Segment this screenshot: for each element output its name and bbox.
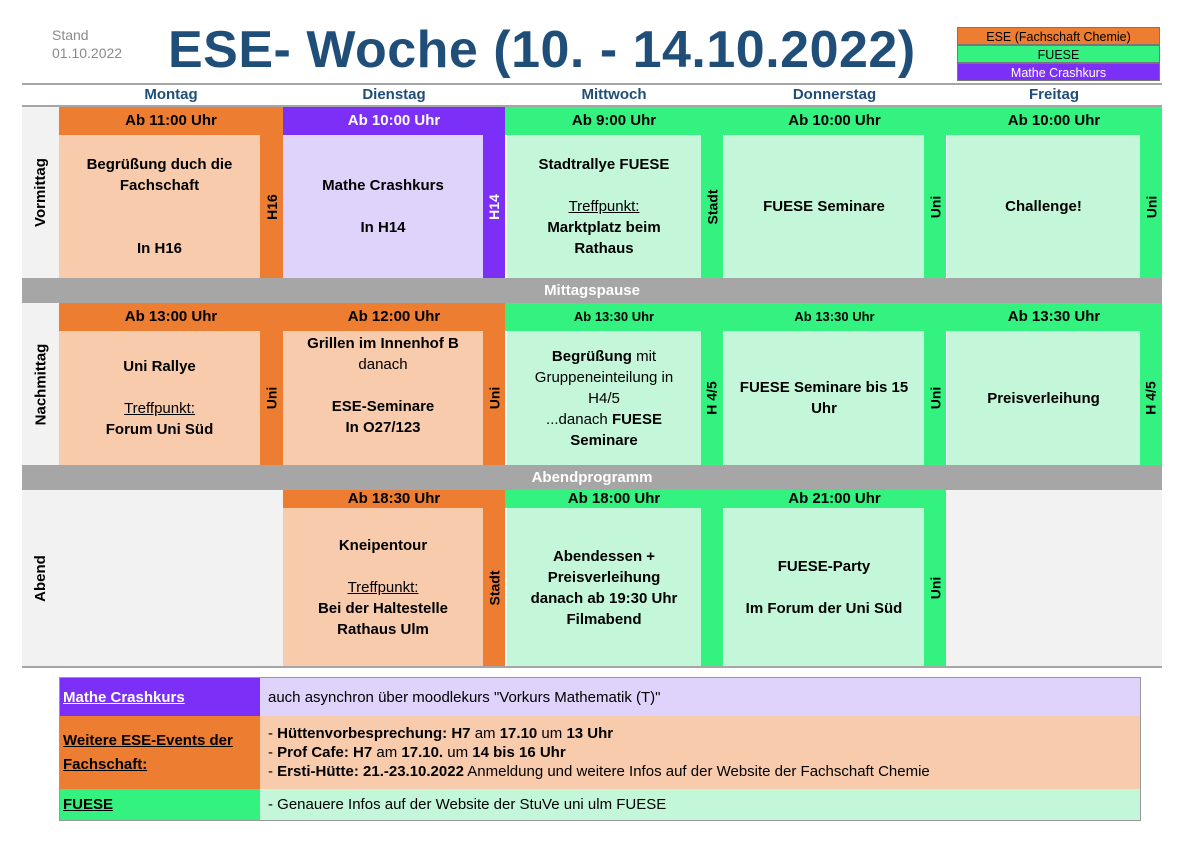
nachmittag-freitag-location: H 4/5 — [1140, 331, 1162, 465]
vormittag-montag-event: Begrüßung duch die Fachschaft In H16 — [59, 135, 260, 278]
nachmittag-donnerstag-time: Ab 13:30 Uhr — [723, 303, 946, 331]
vormittag-donnerstag-location: Uni — [924, 135, 946, 278]
info-ese-label: Weitere ESE-Events der Fachschaft: — [60, 716, 260, 789]
page-title: ESE- Woche (10. - 14.10.2022) — [168, 21, 916, 79]
info-ese-text: - Hüttenvorbesprechung: H7 am 17.10 um 13 Uhr - Prof Cafe: H7 am 17.10. um 14 bis 16 Uhr - Ersti-Hütte: 21.-23.10.2022 Anmeldung und weitere Infos auf der Website der Fachschaft Chemie — [260, 716, 1140, 789]
nachmittag-montag-location: Uni — [260, 331, 283, 465]
vormittag-mittwoch-time: Ab 9:00 Uhr — [505, 107, 723, 135]
vormittag-mittwoch-location: Stadt — [701, 135, 723, 278]
vormittag-mittwoch-event: Stadtrallye FUESE Treffpunkt: Marktplatz beim Rathaus — [507, 135, 701, 278]
stand-info — [52, 26, 152, 62]
row-label-nachmittag: Nachmittag — [22, 303, 59, 465]
abend-mittwoch-side-bar — [701, 508, 723, 667]
abend-donnerstag-time: Ab 21:00 Uhr — [723, 490, 946, 508]
vormittag-dienstag-time: Ab 10:00 Uhr — [283, 107, 505, 135]
abend-montag-empty — [59, 490, 283, 667]
vormittag-freitag-time: Ab 10:00 Uhr — [946, 107, 1162, 135]
nachmittag-freitag-event: Preisverleihung — [947, 331, 1140, 465]
nachmittag-donnerstag-event: FUESE Seminare bis 15 Uhr — [724, 331, 924, 465]
abend-donnerstag-location: Uni — [924, 508, 946, 667]
nachmittag-dienstag-time: Ab 12:00 Uhr — [283, 303, 505, 331]
band-mittagspause: Mittagspause — [22, 278, 1162, 303]
row-label-abend: Abend — [22, 490, 59, 667]
day-header-mittwoch: Mittwoch — [581, 86, 647, 103]
vormittag-freitag-location: Uni — [1140, 135, 1162, 278]
day-header-donnerstag: Donnerstag — [792, 86, 877, 103]
nachmittag-mittwoch-event: Begrüßung mit Gruppeneinteilung in H4/5 ...danach FUESE Seminare — [507, 331, 701, 465]
nachmittag-mittwoch-location: H 4/5 — [701, 331, 723, 465]
nachmittag-montag-time: Ab 13:00 Uhr — [59, 303, 283, 331]
table-bottom-line — [22, 666, 1162, 668]
vormittag-montag-time: Ab 11:00 Uhr — [59, 107, 283, 135]
band-abendprogramm: Abendprogramm — [22, 465, 1162, 490]
abend-dienstag-location: Stadt — [483, 508, 505, 667]
day-header-freitag: Freitag — [1028, 86, 1079, 103]
vormittag-donnerstag-time: Ab 10:00 Uhr — [723, 107, 946, 135]
row-label-vormittag: Vormittag — [22, 107, 59, 278]
nachmittag-donnerstag-location: Uni — [924, 331, 946, 465]
abend-dienstag-time: Ab 18:30 Uhr — [283, 490, 505, 508]
info-mathe-text: auch asynchron über moodlekurs "Vorkurs Mathematik (T)" — [260, 678, 1140, 716]
nachmittag-mittwoch-time: Ab 13:30 Uhr — [505, 303, 723, 331]
abend-freitag-empty — [946, 490, 1162, 667]
info-fuese-label: FUESE — [60, 789, 260, 820]
abend-dienstag-event: Kneipentour Treffpunkt: Bei der Haltestelle Rathaus Ulm — [283, 508, 483, 667]
vormittag-dienstag-location: H14 — [483, 135, 505, 278]
abend-mittwoch-time: Ab 18:00 Uhr — [505, 490, 723, 508]
stand-date: 01.10.2022 — [52, 45, 123, 61]
info-mathe-label: Mathe Crashkurs — [60, 678, 260, 716]
vormittag-montag-location: H16 — [260, 135, 283, 278]
stand-label: Stand — [52, 27, 89, 43]
day-header-dienstag: Dienstag — [362, 86, 426, 103]
abend-donnerstag-event: FUESE-Party Im Forum der Uni Süd — [724, 508, 924, 667]
legend-mathe: Mathe Crashkurs — [957, 63, 1160, 81]
info-fuese-text: - Genauere Infos auf der Website der StuVe uni ulm FUESE — [260, 789, 1140, 820]
nachmittag-dienstag-event: Grillen im Innenhof B danach ESE-Seminare In O27/123 — [283, 331, 483, 465]
nachmittag-dienstag-location: Uni — [483, 331, 505, 465]
vormittag-freitag-event: Challenge! — [947, 135, 1140, 278]
day-header-montag: Montag — [144, 86, 198, 103]
legend-fuese: FUESE — [957, 45, 1160, 63]
nachmittag-freitag-time: Ab 13:30 Uhr — [946, 303, 1162, 331]
vormittag-donnerstag-event: FUESE Seminare — [724, 135, 924, 278]
vormittag-dienstag-event: Mathe Crashkurs In H14 — [283, 135, 483, 278]
nachmittag-montag-event: Uni Rallye Treffpunkt: Forum Uni Süd — [59, 331, 260, 465]
legend-ese: ESE (Fachschaft Chemie) — [957, 27, 1160, 45]
abend-mittwoch-event: Abendessen + Preisverleihung danach ab 19:30 Uhr Filmabend — [507, 508, 701, 667]
